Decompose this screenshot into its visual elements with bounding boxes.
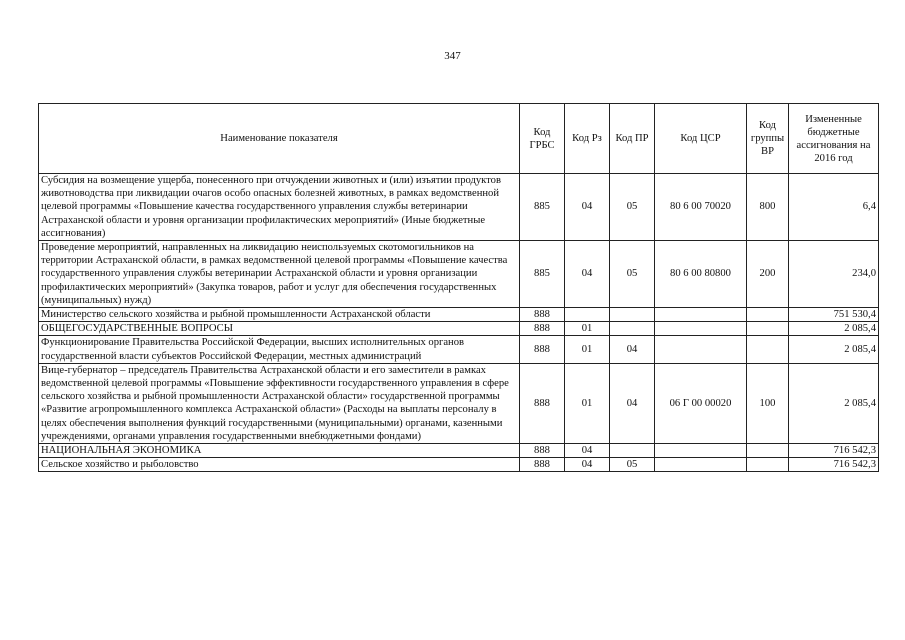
row-pr (610, 322, 655, 336)
row-pr: 05 (610, 458, 655, 472)
row-pr: 05 (610, 241, 655, 308)
row-pr: 04 (610, 363, 655, 443)
row-grbs: 885 (520, 174, 565, 241)
table-row (39, 336, 879, 363)
header-name: Наименование показателя (39, 104, 520, 174)
header-grbs: Код ГРБС (520, 104, 565, 174)
table-header-row (39, 104, 879, 174)
row-amount: 751 530,4 (789, 308, 879, 322)
row-name: Министерство сельского хозяйства и рыбной промышленности Астраханской области (39, 308, 520, 322)
row-vr: 100 (747, 363, 789, 443)
row-grbs: 888 (520, 336, 565, 363)
row-grbs: 885 (520, 241, 565, 308)
row-amount: 2 085,4 (789, 363, 879, 443)
row-pr: 05 (610, 174, 655, 241)
row-name: Функционирование Правительства Российской Федерации, высших исполнительных органов государственной власти субъектов Российской Федерации, местных администраций (39, 336, 520, 363)
header-rz: Код Рз (565, 104, 610, 174)
row-rz: 04 (565, 241, 610, 308)
table-row (39, 322, 879, 336)
row-csr (655, 444, 747, 458)
row-csr: 80 6 00 80800 (655, 241, 747, 308)
row-grbs: 888 (520, 308, 565, 322)
row-name: Проведение мероприятий, направленных на ликвидацию неиспользуемых скотомогильников на территории Астраханской области, в рамках ведомственной целевой программы «Повышение качества государственного управления службы ветеринарии Астраханской области и уровня организации профилактических мероприятий» (Закупка товаров, работ и услуг для обеспечения государственных (муниципальных) нужд) (39, 241, 520, 308)
row-rz: 04 (565, 458, 610, 472)
row-grbs: 888 (520, 322, 565, 336)
row-csr (655, 336, 747, 363)
row-amount: 234,0 (789, 241, 879, 308)
row-vr (747, 444, 789, 458)
header-amount: Измененные бюджетные ассигнования на 2016 год (789, 104, 879, 174)
row-amount: 716 542,3 (789, 444, 879, 458)
row-vr: 200 (747, 241, 789, 308)
row-vr: 800 (747, 174, 789, 241)
row-grbs: 888 (520, 458, 565, 472)
header-pr: Код ПР (610, 104, 655, 174)
row-rz (565, 308, 610, 322)
row-csr (655, 308, 747, 322)
table-row (39, 444, 879, 458)
table-row (39, 174, 879, 241)
row-pr (610, 444, 655, 458)
row-vr (747, 336, 789, 363)
row-csr: 06 Г 00 00020 (655, 363, 747, 443)
page-number: 347 (444, 50, 461, 62)
row-rz: 01 (565, 363, 610, 443)
row-vr (747, 458, 789, 472)
row-amount: 2 085,4 (789, 322, 879, 336)
row-rz: 04 (565, 174, 610, 241)
row-amount: 6,4 (789, 174, 879, 241)
row-grbs: 888 (520, 363, 565, 443)
row-name: Вице-губернатор – председатель Правительства Астраханской области и его заместители в рамках ведомственной целевой программы «Повышение эффективности государственного управления в сфере сельского хозяйства и рыбной промышленности Астраханской области» государственной программы «Развитие агропромышленного комплекса Астраханской области» (Расходы на выплаты персоналу в целях обеспечения выполнения функций государственными (муниципальными) органами, казенными учреждениями, органами управления государственными внебюджетными фондами) (39, 363, 520, 443)
row-name: Субсидия на возмещение ущерба, понесенного при отчуждении животных и (или) изъятии продуктов животноводства при ликвидации очагов особо опасных болезней животных, в рамках ведомственной целевой программы «Повышение качества государственного управления службы ветеринарии Астраханской области и уровня организации профилактических мероприятий» (Иные бюджетные ассигнования) (39, 174, 520, 241)
row-pr (610, 308, 655, 322)
row-pr: 04 (610, 336, 655, 363)
header-csr: Код ЦСР (655, 104, 747, 174)
row-grbs: 888 (520, 444, 565, 458)
row-amount: 716 542,3 (789, 458, 879, 472)
row-name: НАЦИОНАЛЬНАЯ ЭКОНОМИКА (39, 444, 520, 458)
table-row (39, 241, 879, 308)
row-amount: 2 085,4 (789, 336, 879, 363)
row-rz: 01 (565, 322, 610, 336)
row-csr (655, 458, 747, 472)
header-vr: Код группы ВР (747, 104, 789, 174)
row-csr: 80 6 00 70020 (655, 174, 747, 241)
table-row (39, 308, 879, 322)
table-row (39, 363, 879, 443)
budget-table (38, 103, 879, 472)
row-vr (747, 308, 789, 322)
row-rz: 01 (565, 336, 610, 363)
row-name: ОБЩЕГОСУДАРСТВЕННЫЕ ВОПРОСЫ (39, 322, 520, 336)
row-rz: 04 (565, 444, 610, 458)
table-row (39, 458, 879, 472)
row-name: Сельское хозяйство и рыболовство (39, 458, 520, 472)
row-csr (655, 322, 747, 336)
row-vr (747, 322, 789, 336)
